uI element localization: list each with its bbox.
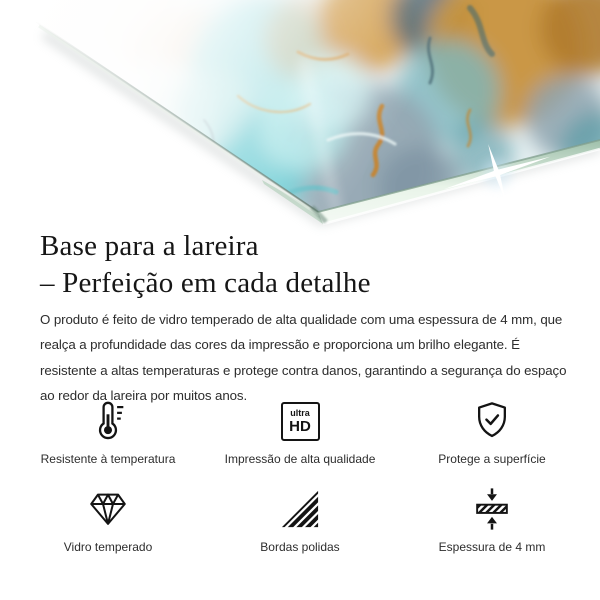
page-title xyxy=(40,228,371,302)
ultra-hd-icon xyxy=(281,396,320,446)
feature-surface-protection xyxy=(396,396,588,466)
feature-thickness xyxy=(396,484,588,554)
feature-label: Bordas polidas xyxy=(260,540,340,554)
feature-label: Impressão de alta qualidade xyxy=(224,452,376,466)
thermometer-icon xyxy=(85,396,131,446)
polished-edges-icon xyxy=(277,484,323,534)
glass-panel-art xyxy=(0,0,600,240)
diamond-icon xyxy=(85,484,131,534)
feature-label: Espessura de 4 mm xyxy=(438,540,546,554)
feature-print-quality xyxy=(204,396,396,466)
product-description: O produto é feito de vidro temperado de alta qualidade com uma espessura de 4 mm, que realça a profundidade das cores da impressão e proporciona um brilho elegante. É resistente a altas temperaturas e protege contra danos, garantindo a segurança do espaço ao redor da lareira por muitos anos. xyxy=(40,312,567,403)
ultra-hd-badge-top: ultra xyxy=(290,407,310,418)
feature-label: Resistente à temperatura xyxy=(40,452,176,466)
thickness-icon xyxy=(469,484,515,534)
shield-check-icon xyxy=(469,396,515,446)
page-title-line1: Base para a lareira xyxy=(40,230,259,262)
feature-label: Vidro temperado xyxy=(63,540,153,554)
feature-label: Protege a superfície xyxy=(438,452,546,466)
feature-temperature xyxy=(12,396,204,466)
product-image xyxy=(0,0,600,240)
ultra-hd-badge-bottom: HD xyxy=(289,417,311,435)
feature-polished-edges xyxy=(204,484,396,554)
page-title-line2: – Perfeição em cada detalhe xyxy=(40,267,371,299)
feature-grid xyxy=(12,396,588,554)
feature-tempered-glass xyxy=(12,484,204,554)
